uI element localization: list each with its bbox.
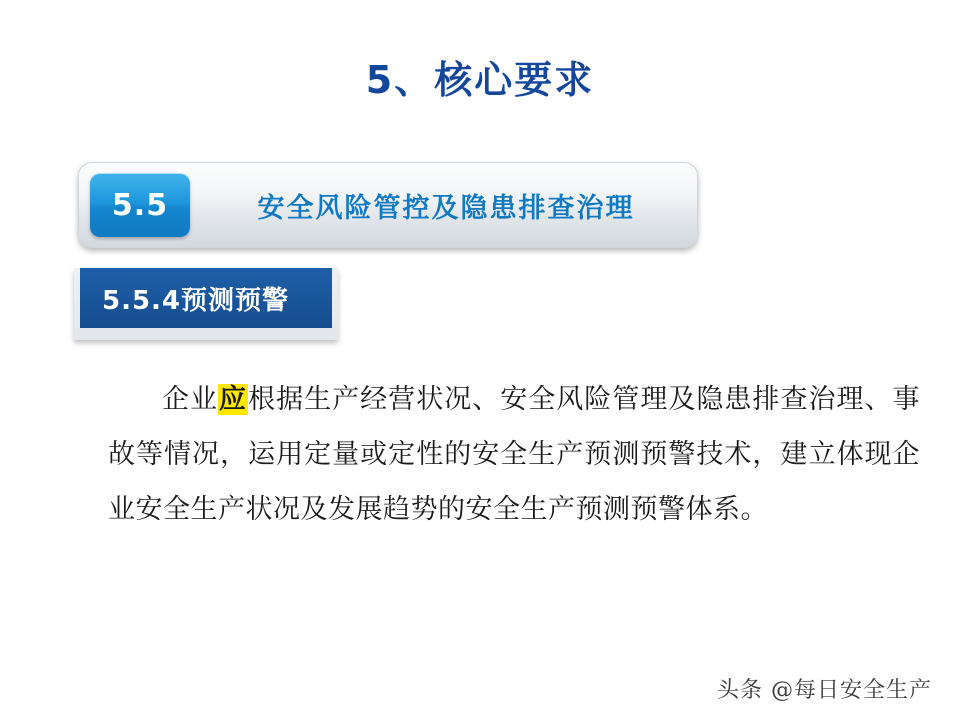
body-text-part1: 企业 <box>162 384 219 415</box>
section-banner <box>78 162 698 248</box>
subsection-title-label: 5.5.4预测预警 <box>80 268 332 328</box>
body-text-highlight: 应 <box>219 384 248 415</box>
section-number-badge: 5.5 <box>90 173 190 237</box>
page-title: 5、核心要求 <box>365 58 595 102</box>
body-paragraph <box>108 372 920 537</box>
subsection-banner <box>74 268 338 340</box>
body-text-part2: 根据生产经营状况、安全风险管理及隐患排查治理、事故等情况，运用定量或定性的安全生产预测预警技术，建立体现企业安全生产状况及发展趋势的安全生产预测预警体系。 <box>108 384 921 525</box>
section-title-label: 安全风险管控及隐患排查治理 <box>257 192 635 224</box>
watermark-label: 头条 @每日安全生产 <box>717 678 932 703</box>
